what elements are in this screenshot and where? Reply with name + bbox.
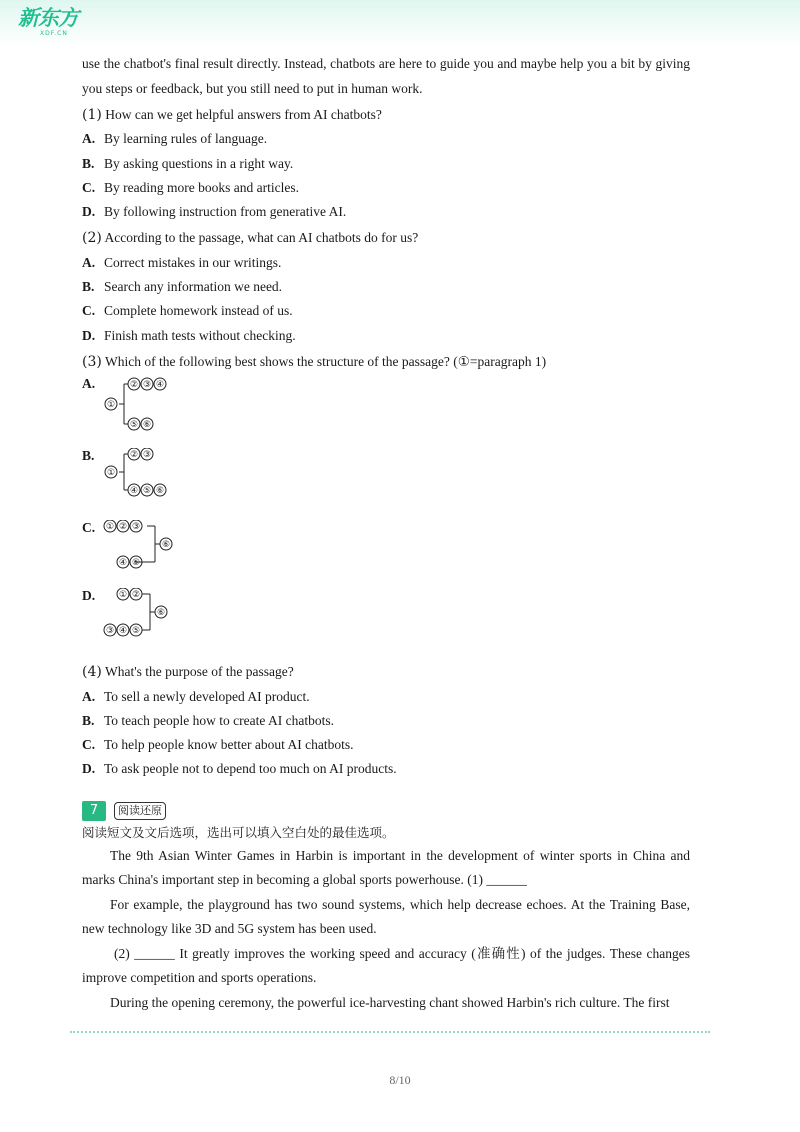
node-label: ⑤ [142, 486, 152, 497]
option [82, 324, 690, 348]
passage-paragraph: For example, the playground has two sound systems, which help decrease echoes. At the Training Base, new technology like 3D and 5G system has been used. [82, 896, 690, 937]
question-3 [82, 350, 690, 660]
node-label: ③ [105, 626, 115, 637]
option-label: A. [82, 376, 96, 392]
structure-diagram-b [82, 448, 690, 514]
option-text: Search any information we need. [104, 279, 283, 295]
question-4 [82, 660, 690, 781]
node-label: ⑥ [155, 486, 165, 497]
option-text: To sell a newly developed AI product. [104, 688, 310, 704]
option-label: A. [82, 688, 96, 704]
node-label: ⑥ [161, 540, 171, 551]
option [82, 176, 690, 200]
option-label: C. [82, 179, 96, 195]
option-label: B. [82, 155, 95, 171]
option-label: D. [82, 588, 96, 604]
node-label: ④ [129, 486, 139, 497]
option [82, 200, 690, 224]
node-label: ⑤ [131, 626, 141, 637]
node-label: ③ [142, 380, 152, 391]
tree-diagram [100, 448, 300, 514]
option [82, 685, 690, 709]
option-text: By asking questions in a right way. [104, 155, 294, 171]
node-label: ③ [142, 450, 152, 461]
option-label: C. [82, 303, 96, 319]
node-label: ⑤ [131, 558, 141, 569]
option [82, 757, 690, 781]
node-label: ② [129, 380, 139, 391]
node-label: ⑥ [156, 608, 166, 619]
option-label: C. [82, 737, 96, 753]
footer-divider [70, 1031, 710, 1033]
option [82, 733, 690, 757]
structure-diagram-a [82, 376, 690, 442]
node-label: ④ [155, 380, 165, 391]
tree-diagram [100, 520, 300, 586]
question-2 [82, 226, 690, 347]
option-text: By following instruction from generative AI. [104, 204, 347, 220]
node-label: ③ [131, 522, 141, 533]
option [82, 275, 690, 299]
option-text: To ask people not to depend too much on AI products. [104, 761, 397, 777]
question-text: According to the passage, what can AI chatbots do for us? [104, 230, 419, 246]
option-label: B. [82, 448, 95, 464]
option-text: By learning rules of language. [104, 131, 268, 147]
page-number: 8/10 [389, 1073, 411, 1087]
passage-paragraph: During the opening ceremony, the powerful ice-harvesting chant showed Harbin's rich culture. The first [110, 994, 670, 1010]
logo-cn: 新东方 [18, 6, 78, 30]
option-label: D. [82, 327, 96, 343]
option-label: A. [82, 254, 96, 270]
section-header [82, 800, 690, 822]
question-stem [82, 660, 690, 684]
passage-paragraph: (2) ______ It greatly improves the working speed and accuracy (准确性) of the judges. These changes improve competition and sports operations. [82, 945, 690, 986]
option-text: By reading more books and articles. [104, 179, 299, 195]
section-type-tag: 阅读还原 [114, 802, 166, 820]
option-text: To teach people how to create AI chatbots. [104, 712, 334, 728]
logo-en: XDF.CN [40, 30, 68, 37]
question-stem [82, 103, 690, 127]
option [82, 299, 690, 323]
option-label: C. [82, 520, 96, 536]
option [82, 251, 690, 275]
question-text: What's the purpose of the passage? [104, 664, 294, 680]
option-label: A. [82, 131, 96, 147]
node-label: ④ [118, 626, 128, 637]
passage-paragraph: The 9th Asian Winter Games in Harbin is important in the development of winter sports in China and marks China's important step in becoming a global sports powerhouse. (1) ______ [82, 847, 690, 888]
node-label: ② [118, 522, 128, 533]
node-label: ② [131, 590, 141, 601]
xdf-logo [18, 6, 88, 42]
node-label: ② [129, 450, 139, 461]
option-text: To help people know better about AI chatbots. [104, 737, 354, 753]
option-label: D. [82, 761, 96, 777]
question-number: (1) [82, 107, 102, 123]
question-stem [82, 226, 690, 250]
node-label: ④ [118, 558, 128, 569]
section-instruction: 阅读短文及文后选项，选出可以填入空白处的最佳选项。 [82, 824, 395, 840]
option-text: Correct mistakes in our writings. [104, 254, 282, 270]
structure-diagram-d [82, 588, 690, 660]
tree-diagram [100, 588, 300, 660]
question-number: (2) [82, 230, 102, 247]
option-label: D. [82, 204, 96, 220]
option-label: B. [82, 712, 95, 728]
option [82, 152, 690, 176]
intro-paragraph: use the chatbot's final result directly. Instead, chatbots are here to guide you and maybe help you a bit by giving you steps or feedback, but you still need to put in human work. [82, 56, 690, 96]
question-stem [82, 350, 690, 374]
question-number: (3) [82, 353, 102, 370]
question-number: (4) [82, 664, 102, 681]
question-text: How can we get helpful answers from AI chatbots? [105, 107, 382, 122]
header-band [0, 0, 800, 48]
page-content [82, 52, 690, 1015]
structure-diagram-c [82, 520, 690, 586]
option [82, 709, 690, 733]
node-label: ⑤ [129, 420, 139, 431]
section-number-badge: 7 [82, 801, 106, 821]
tree-diagram [100, 376, 300, 442]
option [82, 127, 690, 151]
node-label: ① [118, 590, 128, 601]
question-1 [82, 103, 690, 224]
option-text: Finish math tests without checking. [104, 327, 296, 343]
option-text: Complete homework instead of us. [104, 303, 293, 319]
node-label: ① [106, 468, 116, 479]
option-label: B. [82, 279, 95, 295]
node-label: ⑥ [142, 420, 152, 431]
node-label: ① [106, 400, 116, 411]
question-text: Which of the following best shows the structure of the passage? (①=paragraph 1) [104, 353, 547, 369]
node-label: ① [105, 522, 115, 533]
